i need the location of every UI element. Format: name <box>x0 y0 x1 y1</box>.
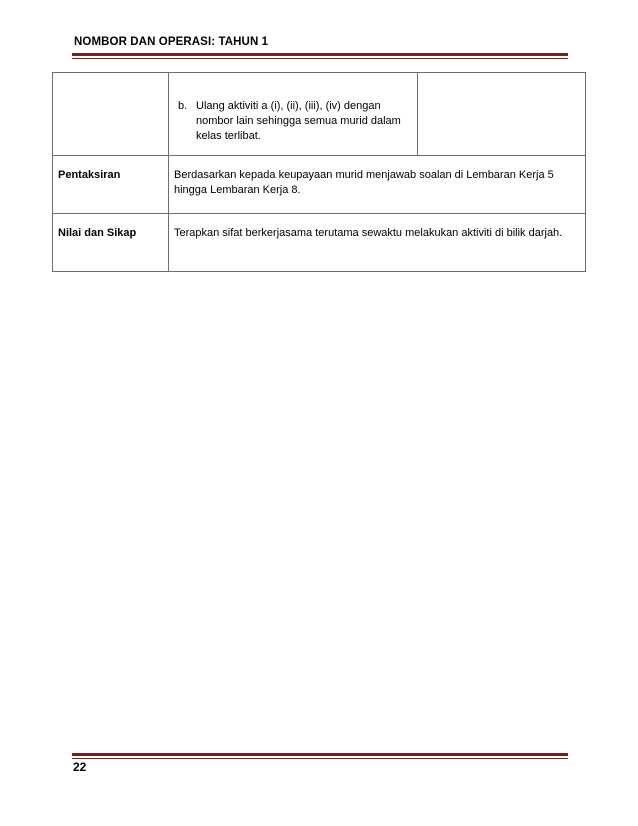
empty-label-cell <box>53 73 169 156</box>
activity-list-item <box>169 73 417 144</box>
table-row <box>53 156 586 214</box>
activity-cell <box>169 73 418 156</box>
empty-notes-cell <box>418 73 586 156</box>
table-row <box>53 73 586 156</box>
row-value-pentaksiran: Berdasarkan kepada keupayaan murid menjawab soalan di Lembaran Kerja 5 hingga Lembaran Kerja 8. <box>169 156 586 214</box>
activity-marker: b. <box>178 100 188 112</box>
row-label-nilai-dan-sikap: Nilai dan Sikap <box>53 214 169 272</box>
table-row <box>53 214 586 272</box>
activity-text: Ulang aktiviti a (i), (ii), (iii), (iv) dengan nombor lain sehingga semua murid dalam kelas terlibat. <box>196 100 401 142</box>
row-label-pentaksiran: Pentaksiran <box>53 156 169 214</box>
footer-divider <box>72 753 568 759</box>
lesson-plan-table <box>52 72 586 272</box>
row-value-nilai-dan-sikap: Terapkan sifat berkerjasama terutama sewaktu melakukan aktiviti di bilik darjah. <box>169 214 586 272</box>
page-number: 22 <box>73 760 87 774</box>
page-header-title: NOMBOR DAN OPERASI: TAHUN 1 <box>74 36 269 48</box>
header-divider <box>72 53 568 59</box>
